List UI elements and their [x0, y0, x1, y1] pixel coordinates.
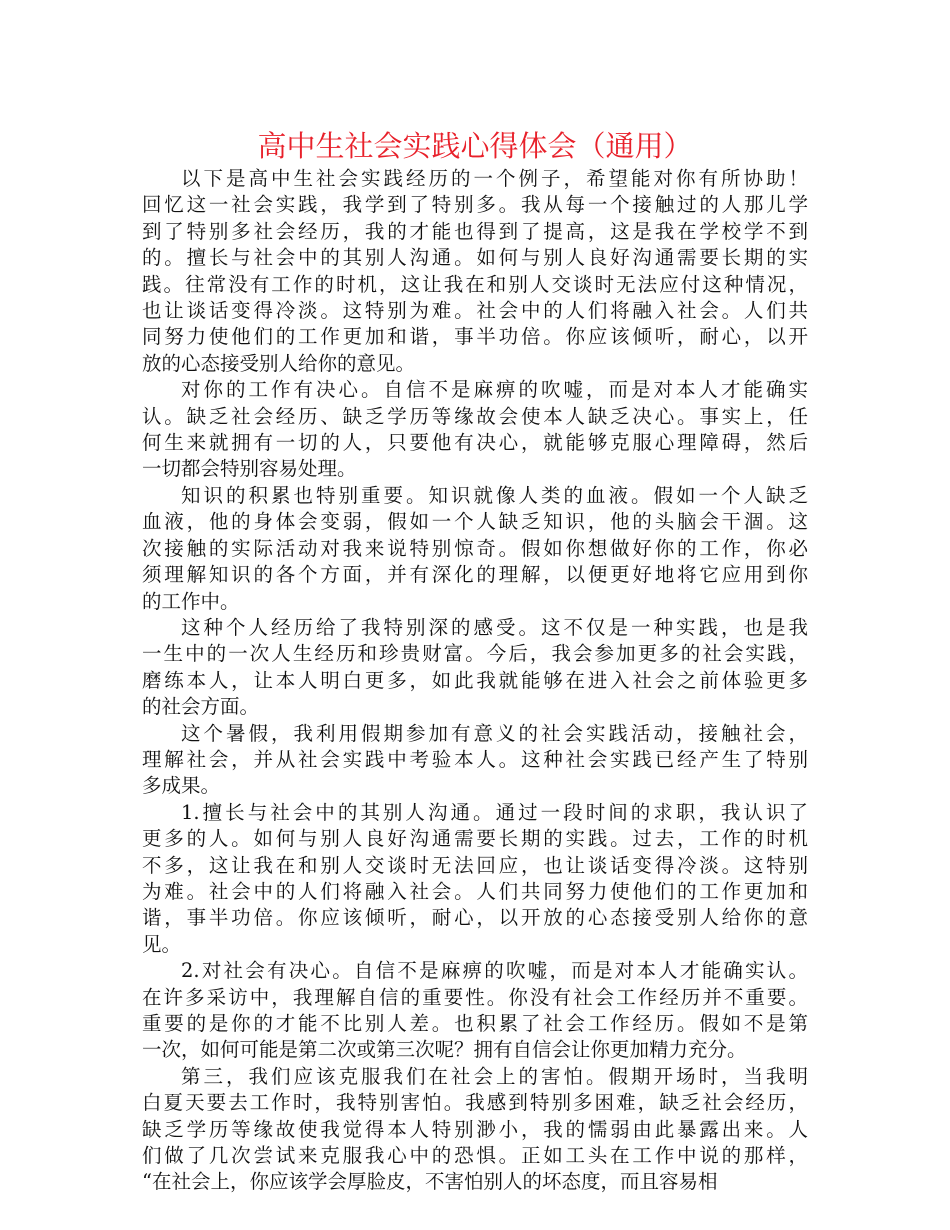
paragraph-line: 回忆这一社会实践，我学到了特别多。我从每一个接触过的人那儿学 [142, 193, 808, 217]
paragraph-line: 一次，如何可能是第二次或第三次呢？拥有自信会让你更加精力充分。 [142, 1038, 747, 1062]
paragraph-line: 的。擅长与社会中的其别人沟通。如何与别人良好沟通需要长期的实 [142, 246, 808, 270]
paragraph [142, 721, 808, 800]
paragraph-line: 见。 [142, 932, 182, 956]
paragraph-line: 同努力使他们的工作更加和谐，事半功倍。你应该倾听，耐心，以开 [142, 325, 808, 349]
paragraph-line: 在许多采访中，我理解自信的重要性。你没有社会工作经历并不重要。 [142, 985, 808, 1009]
paragraph-line: 这个暑假，我利用假期参加有意义的社会实践活动，接触社会， [181, 721, 808, 745]
paragraph-line: 缺乏学历等缘故使我觉得本人特别渺小，我的懦弱由此暴露出来。人 [142, 1117, 808, 1141]
paragraph-line: 认。缺乏社会经历、缺乏学历等缘故会使本人缺乏决心。事实上，任 [142, 404, 808, 428]
paragraph [142, 958, 808, 1064]
paragraph-line: 白夏天要去工作时，我特别害怕。我感到特别多困难，缺乏社会经历， [142, 1091, 808, 1115]
paragraph-line: 次接触的实际活动对我来说特别惊奇。假如你想做好你的工作，你必 [142, 536, 808, 560]
paragraph-line: 的社会方面。 [142, 695, 260, 719]
paragraph-line: 须理解知识的各个方面，并有深化的理解，以便更好地将它应用到你 [142, 563, 808, 587]
paragraph [142, 377, 808, 483]
paragraph-line: 1.擅长与社会中的其别人沟通。通过一段时间的求职，我认识了 [181, 800, 808, 824]
document-body [142, 166, 808, 1196]
paragraph-line: 知识的积累也特别重要。知识就像人类的血液。假如一个人缺乏 [181, 483, 808, 507]
document-title: 高中生社会实践心得体会（通用） [257, 129, 693, 163]
paragraph-line: 践。往常没有工作的时机，这让我在和别人交谈时无法应付这种情况， [142, 272, 808, 296]
paragraph-line: 第三，我们应该克服我们在社会上的害怕。假期开场时，当我明 [181, 1064, 808, 1088]
paragraph-line: 谐，事半功倍。你应该倾听，耐心，以开放的心态接受别人给你的意 [142, 906, 808, 930]
paragraph-line: 磨练本人，让本人明白更多，如此我就能够在进入社会之前体验更多 [142, 668, 808, 692]
paragraph-line: 到了特别多社会经历，我的才能也得到了提高，这是我在学校学不到 [142, 219, 808, 243]
paragraph-line: “在社会上，你应该学会厚脸皮，不害怕别人的坏态度，而且容易相 [142, 1170, 718, 1194]
paragraph-line: 不多，这让我在和别人交谈时无法回应，也让谈话变得冷淡。这特别 [142, 853, 808, 877]
paragraph-line: 多成果。 [142, 774, 221, 798]
paragraph-line: 何生来就拥有一切的人，只要他有决心，就能够克服心理障碍，然后 [142, 431, 808, 455]
paragraph-line: 也让谈话变得冷淡。这特别为难。社会中的人们将融入社会。人们共 [142, 299, 808, 323]
paragraph-line: 们做了几次尝试来克服我心中的恐惧。正如工头在工作中说的那样， [142, 1144, 808, 1168]
paragraph-line: 的工作中。 [142, 589, 240, 613]
paragraph-line: 一切都会特别容易处理。 [142, 457, 357, 481]
paragraph-line: 理解社会，并从社会实践中考验本人。这种社会实践已经产生了特别 [142, 747, 808, 771]
paragraph-line: 更多的人。如何与别人良好沟通需要长期的实践。过去，工作的时机 [142, 827, 808, 851]
paragraph [142, 615, 808, 721]
paragraph-line: 血液，他的身体会变弱，假如一个人缺乏知识，他的头脑会干涸。这 [142, 510, 808, 534]
paragraph-line: 放的心态接受别人给你的意见。 [142, 351, 416, 375]
paragraph-line: 重要的是你的才能不比别人差。也积累了社会工作经历。假如不是第 [142, 1012, 808, 1035]
paragraph [142, 166, 808, 377]
paragraph-line: 以下是高中生社会实践经历的一个例子，希望能对你有所协助！ [181, 167, 808, 190]
paragraph-line: 2.对社会有决心。自信不是麻痹的吹嘘，而是对本人才能确实认。 [181, 959, 808, 983]
paragraph-line: 为难。社会中的人们将融入社会。人们共同努力使他们的工作更加和 [142, 879, 808, 903]
paragraph-line: 一生中的一次人生经历和珍贵财富。今后，我会参加更多的社会实践， [142, 642, 808, 666]
paragraph [142, 483, 808, 615]
paragraph [142, 1064, 808, 1196]
paragraph-line: 这种个人经历给了我特别深的感受。这不仅是一种实践，也是我 [181, 615, 808, 639]
paragraph [142, 800, 808, 958]
paragraph-line: 对你的工作有决心。自信不是麻痹的吹嘘，而是对本人才能确实 [181, 378, 808, 402]
